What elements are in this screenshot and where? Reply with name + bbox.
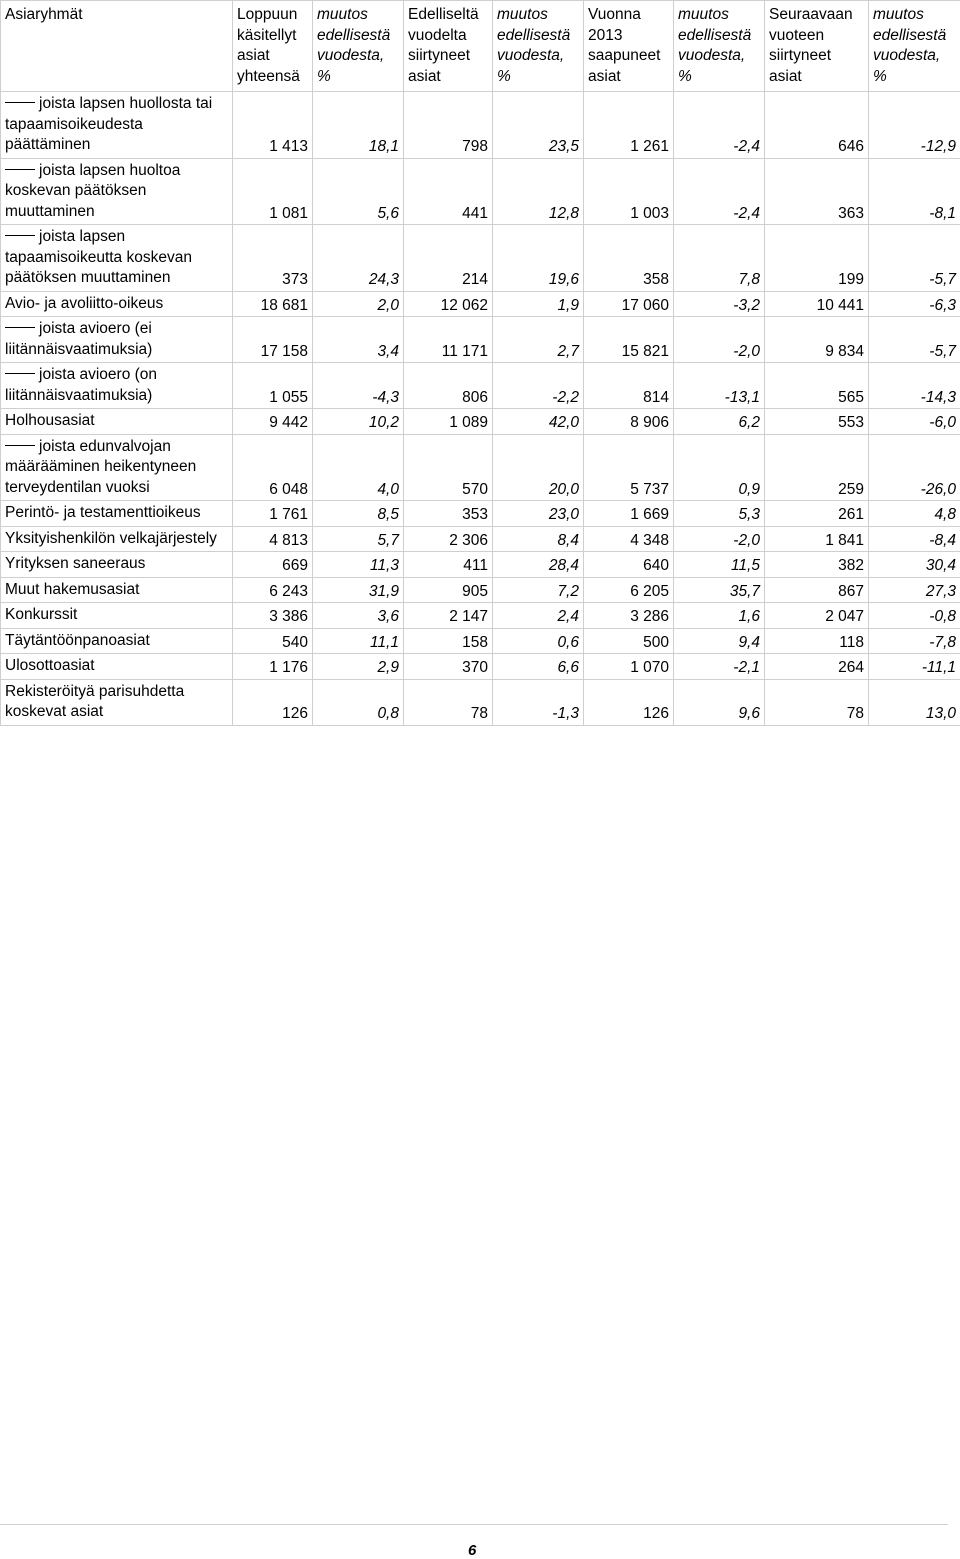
row-label-text: Täytäntöönpanoasiat xyxy=(5,632,150,649)
change-percent-cell: -12,9 xyxy=(869,92,960,159)
row-label-text: joista lapsen huoltoa koskevan päätöksen muuttaminen xyxy=(5,162,180,220)
count-cell: 640 xyxy=(584,552,674,578)
count-cell: 9 442 xyxy=(233,409,313,435)
count-cell: 17 060 xyxy=(584,291,674,317)
count-cell: 382 xyxy=(765,552,869,578)
change-percent-cell: 8,4 xyxy=(493,526,584,552)
change-percent-cell: -8,1 xyxy=(869,158,960,225)
statistics-table xyxy=(0,0,960,726)
row-label-text: joista lapsen huollosta tai tapaamisoikeudesta päättäminen xyxy=(5,95,212,153)
count-cell: 126 xyxy=(233,679,313,725)
change-percent-cell: 23,0 xyxy=(493,501,584,527)
count-cell: 78 xyxy=(404,679,493,725)
count-cell: 158 xyxy=(404,628,493,654)
table-row xyxy=(1,526,960,552)
change-percent-cell: 20,0 xyxy=(493,434,584,501)
row-label-text: Ulosottoasiat xyxy=(5,657,95,674)
header-column-3: Edelliseltä vuodelta siirtyneet asiat xyxy=(404,1,493,92)
count-cell: 2 306 xyxy=(404,526,493,552)
count-cell: 264 xyxy=(765,654,869,680)
change-percent-cell: 10,2 xyxy=(313,409,404,435)
change-percent-cell: 7,8 xyxy=(674,225,765,292)
change-percent-cell: -2,1 xyxy=(674,654,765,680)
count-cell: 358 xyxy=(584,225,674,292)
subitem-dash-icon xyxy=(5,169,35,170)
count-cell: 3 386 xyxy=(233,603,313,629)
count-cell: 1 841 xyxy=(765,526,869,552)
change-percent-cell: 0,6 xyxy=(493,628,584,654)
count-cell: 3 286 xyxy=(584,603,674,629)
header-row xyxy=(1,1,960,92)
change-percent-cell: -8,4 xyxy=(869,526,960,552)
change-percent-cell: 7,2 xyxy=(493,577,584,603)
count-cell: 6 243 xyxy=(233,577,313,603)
count-cell: 1 070 xyxy=(584,654,674,680)
subitem-dash-icon xyxy=(5,373,35,374)
header-column-2: muutos edellisestä vuodesta, % xyxy=(313,1,404,92)
count-cell: 500 xyxy=(584,628,674,654)
change-percent-cell: -3,2 xyxy=(674,291,765,317)
table-row xyxy=(1,654,960,680)
row-label xyxy=(1,679,233,725)
count-cell: 411 xyxy=(404,552,493,578)
table-row xyxy=(1,317,960,363)
subitem-dash-icon xyxy=(5,102,35,103)
change-percent-cell: -0,8 xyxy=(869,603,960,629)
row-label-text: joista avioero (ei liitännäisvaatimuksia) xyxy=(5,320,152,358)
change-percent-cell: -7,8 xyxy=(869,628,960,654)
change-percent-cell: -2,4 xyxy=(674,92,765,159)
count-cell: 259 xyxy=(765,434,869,501)
change-percent-cell: -11,1 xyxy=(869,654,960,680)
count-cell: 6 205 xyxy=(584,577,674,603)
count-cell: 798 xyxy=(404,92,493,159)
table-row xyxy=(1,552,960,578)
count-cell: 78 xyxy=(765,679,869,725)
change-percent-cell: -2,2 xyxy=(493,363,584,409)
row-label-text: Perintö- ja testamenttioikeus xyxy=(5,504,201,521)
count-cell: 9 834 xyxy=(765,317,869,363)
row-label xyxy=(1,526,233,552)
row-label-text: joista edunvalvojan määrääminen heikentyneen terveydentilan vuoksi xyxy=(5,438,196,496)
count-cell: 540 xyxy=(233,628,313,654)
change-percent-cell: 2,7 xyxy=(493,317,584,363)
change-percent-cell: 5,6 xyxy=(313,158,404,225)
header-column-4: muutos edellisestä vuodesta, % xyxy=(493,1,584,92)
change-percent-cell: 2,4 xyxy=(493,603,584,629)
count-cell: 669 xyxy=(233,552,313,578)
count-cell: 11 171 xyxy=(404,317,493,363)
change-percent-cell: 0,9 xyxy=(674,434,765,501)
change-percent-cell: 4,8 xyxy=(869,501,960,527)
change-percent-cell: -2,4 xyxy=(674,158,765,225)
table-body xyxy=(1,92,960,726)
table-row xyxy=(1,409,960,435)
change-percent-cell: 27,3 xyxy=(869,577,960,603)
row-label xyxy=(1,92,233,159)
change-percent-cell: -6,3 xyxy=(869,291,960,317)
table-row xyxy=(1,628,960,654)
table-row xyxy=(1,225,960,292)
count-cell: 1 761 xyxy=(233,501,313,527)
count-cell: 363 xyxy=(765,158,869,225)
change-percent-cell: -5,7 xyxy=(869,317,960,363)
change-percent-cell: 42,0 xyxy=(493,409,584,435)
row-label xyxy=(1,225,233,292)
change-percent-cell: 19,6 xyxy=(493,225,584,292)
change-percent-cell: -14,3 xyxy=(869,363,960,409)
count-cell: 370 xyxy=(404,654,493,680)
change-percent-cell: 3,6 xyxy=(313,603,404,629)
change-percent-cell: 9,6 xyxy=(674,679,765,725)
count-cell: 2 147 xyxy=(404,603,493,629)
change-percent-cell: 1,6 xyxy=(674,603,765,629)
row-label xyxy=(1,628,233,654)
row-label-text: Yksityishenkilön velkajärjestely xyxy=(5,530,217,547)
table-row xyxy=(1,679,960,725)
change-percent-cell: 6,2 xyxy=(674,409,765,435)
change-percent-cell: -6,0 xyxy=(869,409,960,435)
change-percent-cell: -5,7 xyxy=(869,225,960,292)
change-percent-cell: 8,5 xyxy=(313,501,404,527)
change-percent-cell: 9,4 xyxy=(674,628,765,654)
change-percent-cell: -1,3 xyxy=(493,679,584,725)
row-label-text: Muut hakemusasiat xyxy=(5,581,139,598)
count-cell: 905 xyxy=(404,577,493,603)
count-cell: 15 821 xyxy=(584,317,674,363)
count-cell: 4 348 xyxy=(584,526,674,552)
count-cell: 570 xyxy=(404,434,493,501)
change-percent-cell: 23,5 xyxy=(493,92,584,159)
count-cell: 126 xyxy=(584,679,674,725)
row-label-text: Rekisteröityä parisuhdetta koskevat asiat xyxy=(5,683,184,721)
count-cell: 373 xyxy=(233,225,313,292)
change-percent-cell: 11,1 xyxy=(313,628,404,654)
subitem-dash-icon xyxy=(5,327,35,328)
table-row xyxy=(1,92,960,159)
row-label xyxy=(1,501,233,527)
count-cell: 1 261 xyxy=(584,92,674,159)
change-percent-cell: 2,0 xyxy=(313,291,404,317)
row-label xyxy=(1,654,233,680)
table-row xyxy=(1,291,960,317)
count-cell: 1 081 xyxy=(233,158,313,225)
header-column-5: Vuonna 2013 saapuneet asiat xyxy=(584,1,674,92)
row-label xyxy=(1,434,233,501)
row-label xyxy=(1,158,233,225)
count-cell: 1 669 xyxy=(584,501,674,527)
change-percent-cell: 35,7 xyxy=(674,577,765,603)
header-column-6: muutos edellisestä vuodesta, % xyxy=(674,1,765,92)
subitem-dash-icon xyxy=(5,235,35,236)
change-percent-cell: 3,4 xyxy=(313,317,404,363)
count-cell: 806 xyxy=(404,363,493,409)
change-percent-cell: -2,0 xyxy=(674,526,765,552)
row-label-text: Avio- ja avoliitto-oikeus xyxy=(5,295,163,312)
count-cell: 565 xyxy=(765,363,869,409)
count-cell: 2 047 xyxy=(765,603,869,629)
count-cell: 118 xyxy=(765,628,869,654)
count-cell: 17 158 xyxy=(233,317,313,363)
table-row xyxy=(1,603,960,629)
change-percent-cell: 24,3 xyxy=(313,225,404,292)
count-cell: 553 xyxy=(765,409,869,435)
change-percent-cell: 28,4 xyxy=(493,552,584,578)
change-percent-cell: 30,4 xyxy=(869,552,960,578)
count-cell: 10 441 xyxy=(765,291,869,317)
count-cell: 5 737 xyxy=(584,434,674,501)
change-percent-cell: 5,7 xyxy=(313,526,404,552)
subitem-dash-icon xyxy=(5,445,35,446)
row-label xyxy=(1,291,233,317)
count-cell: 867 xyxy=(765,577,869,603)
row-label-text: Konkurssit xyxy=(5,606,77,623)
change-percent-cell: 11,3 xyxy=(313,552,404,578)
table-header xyxy=(1,1,960,92)
row-label xyxy=(1,552,233,578)
change-percent-cell: 4,0 xyxy=(313,434,404,501)
count-cell: 199 xyxy=(765,225,869,292)
change-percent-cell: -13,1 xyxy=(674,363,765,409)
change-percent-cell: 12,8 xyxy=(493,158,584,225)
count-cell: 814 xyxy=(584,363,674,409)
row-label-text: Yrityksen saneeraus xyxy=(5,555,145,572)
count-cell: 214 xyxy=(404,225,493,292)
change-percent-cell: 11,5 xyxy=(674,552,765,578)
row-label-text: joista avioero (on liitännäisvaatimuksia) xyxy=(5,366,157,404)
row-label-text: Holhousasiat xyxy=(5,412,95,429)
count-cell: 1 413 xyxy=(233,92,313,159)
count-cell: 1 003 xyxy=(584,158,674,225)
page-number: 6 xyxy=(468,1542,476,1559)
change-percent-cell: -26,0 xyxy=(869,434,960,501)
change-percent-cell: 18,1 xyxy=(313,92,404,159)
change-percent-cell: 31,9 xyxy=(313,577,404,603)
row-label xyxy=(1,363,233,409)
count-cell: 1 055 xyxy=(233,363,313,409)
table-row xyxy=(1,363,960,409)
table-row xyxy=(1,501,960,527)
count-cell: 261 xyxy=(765,501,869,527)
count-cell: 6 048 xyxy=(233,434,313,501)
change-percent-cell: 13,0 xyxy=(869,679,960,725)
count-cell: 18 681 xyxy=(233,291,313,317)
change-percent-cell: 6,6 xyxy=(493,654,584,680)
header-column-8: muutos edellisestä vuodesta, % xyxy=(869,1,960,92)
change-percent-cell: 2,9 xyxy=(313,654,404,680)
table-row xyxy=(1,158,960,225)
table-row xyxy=(1,577,960,603)
change-percent-cell: 1,9 xyxy=(493,291,584,317)
count-cell: 8 906 xyxy=(584,409,674,435)
count-cell: 353 xyxy=(404,501,493,527)
change-percent-cell: 0,8 xyxy=(313,679,404,725)
row-label xyxy=(1,317,233,363)
change-percent-cell: -2,0 xyxy=(674,317,765,363)
count-cell: 12 062 xyxy=(404,291,493,317)
table-row xyxy=(1,434,960,501)
row-label-text: joista lapsen tapaamisoikeutta koskevan päätöksen muuttaminen xyxy=(5,228,192,286)
header-category: Asiaryhmät xyxy=(1,1,233,92)
count-cell: 646 xyxy=(765,92,869,159)
count-cell: 1 176 xyxy=(233,654,313,680)
count-cell: 1 089 xyxy=(404,409,493,435)
header-column-1: Loppuun käsitellyt asiat yhteensä xyxy=(233,1,313,92)
change-percent-cell: 5,3 xyxy=(674,501,765,527)
row-label xyxy=(1,409,233,435)
count-cell: 4 813 xyxy=(233,526,313,552)
row-label xyxy=(1,577,233,603)
count-cell: 441 xyxy=(404,158,493,225)
row-label xyxy=(1,603,233,629)
header-column-7: Seuraavaan vuoteen siirtyneet asiat xyxy=(765,1,869,92)
footer-divider xyxy=(0,1524,948,1525)
change-percent-cell: -4,3 xyxy=(313,363,404,409)
